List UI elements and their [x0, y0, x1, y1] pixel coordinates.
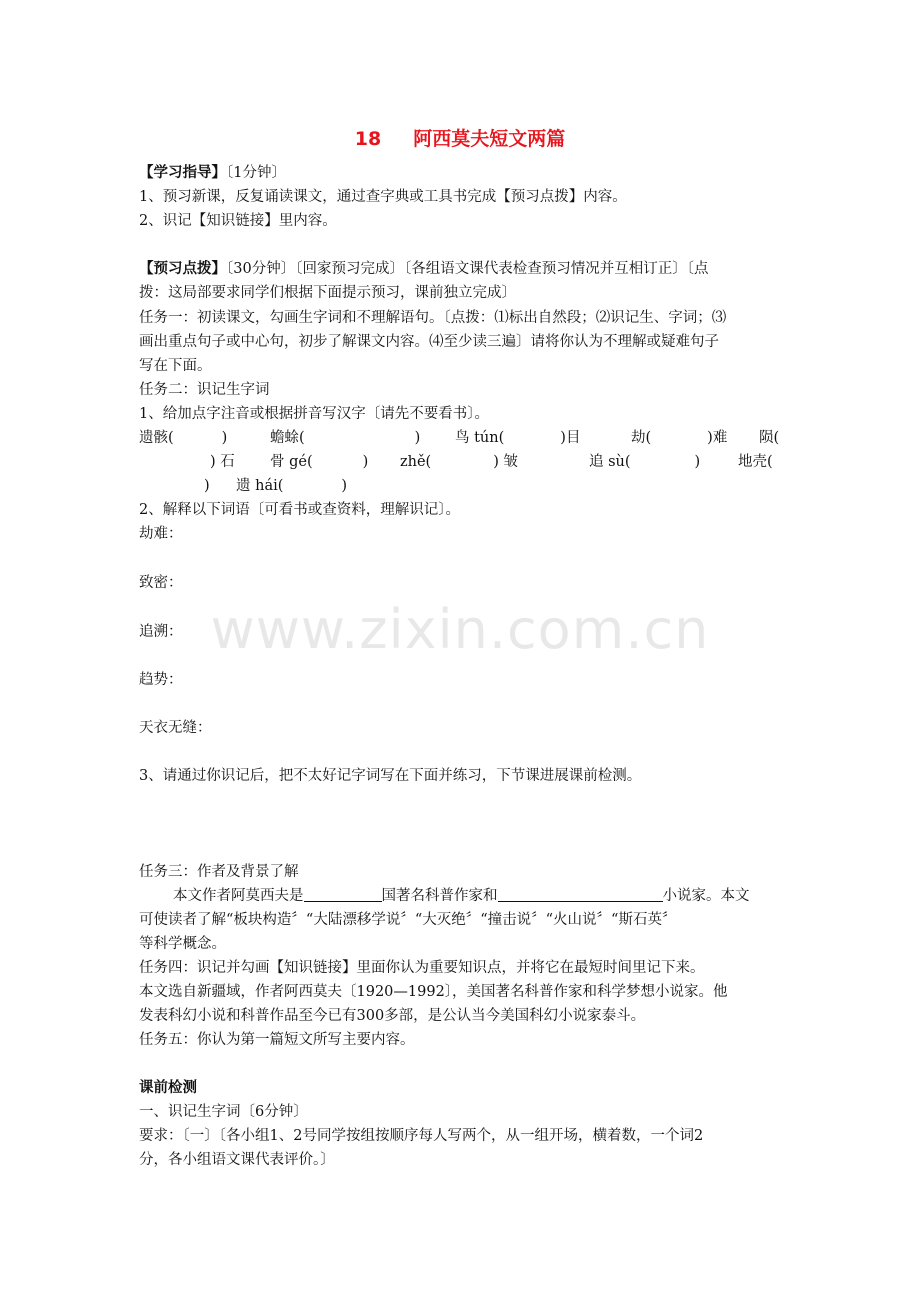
- task3-heading: 任务三：作者及背景了解: [139, 864, 299, 880]
- guide-heading: 【学习指导】: [139, 164, 226, 181]
- word-blank[interactable]: 蟾蜍( ): [270, 430, 421, 446]
- pretest-req-line-2: 分，各小组语文课代表评价。〕: [139, 1152, 335, 1168]
- word-blank[interactable]: 骨 gé( ): [270, 454, 369, 470]
- task2-item-1: 1、给加点字注音或根据拼音写汉字〔请先不要看书〕。: [139, 406, 489, 422]
- term-zhuisu: 追溯：: [139, 624, 183, 640]
- word-blank[interactable]: 陨(: [759, 430, 780, 446]
- word-blank[interactable]: zhě( ) 皱: [400, 454, 518, 470]
- pretest-heading: 课前检测: [139, 1079, 197, 1096]
- term-jienan: 劫难：: [139, 526, 183, 542]
- lesson-title: 阿西莫夫短文两篇: [413, 128, 566, 150]
- task1-line-2: 画出重点句子或中心句，初步了解课文内容。⑷至少读三遍〕请将你认为不理解或疑难句子: [139, 334, 719, 350]
- preview-line-1: 〔30分钟〕〔回家预习完成〕〔各组语文课代表检查预习情况并互相订正〕〔点: [226, 261, 709, 277]
- word-blank[interactable]: 遗 hái( ): [236, 478, 348, 494]
- task4-line-3: 发表科幻小说和科普作品至今已有300多部，是公认当今美国科幻小说家泰斗。: [139, 1008, 646, 1024]
- preview-heading: 【预习点拨】: [139, 260, 226, 277]
- word-blank[interactable]: 劫( )难: [631, 430, 728, 446]
- country-blank[interactable]: [304, 886, 382, 902]
- term-zhimi: 致密：: [139, 575, 183, 591]
- word-blank[interactable]: 追 sù( ): [589, 454, 701, 470]
- term-tianyiwufeng: 天衣无缝：: [139, 720, 212, 736]
- guide-item-1: 1、预习新课，反复诵读课文，通过查字典或工具书完成【预习点拨】内容。: [139, 189, 627, 205]
- word-blank[interactable]: 地壳(: [738, 454, 773, 470]
- guide-time: 〔1分钟〕: [226, 165, 286, 181]
- task3-line-1: 本文作者阿莫西夫是 国著名科普作家和 小说家。本文: [173, 888, 750, 904]
- word-blank[interactable]: 鸟 tún( )目: [455, 430, 581, 446]
- task1-line-3: 写在下面。: [139, 358, 212, 374]
- word-blank[interactable]: ): [204, 478, 210, 494]
- task2-item-3: 3、请通过你识记后，把不太好记字词写在下面并练习，下节课进展课前检测。: [139, 768, 642, 784]
- term-qushi: 趋势：: [139, 672, 183, 688]
- task2-item-2: 2、解释以下词语〔可看书或查资料，理解识记〕。: [139, 502, 460, 518]
- task1-line-1: 任务一：初读课文，勾画生字词和不理解语句。〔点拨：⑴标出自然段；⑵识记生、字词；⑶: [139, 310, 727, 326]
- task2-heading: 任务二：识记生字词: [139, 382, 270, 398]
- task4-line-1: 任务四：识记并勾画【知识链接】里面你认为重要知识点，并将它在最短时间里记下来。: [139, 960, 705, 976]
- task3-line-2: 可使读者了解“板块构造〞“大陆漂移学说〞“大灭绝〞“撞击说〞“火山说〞“斯石英〞: [139, 912, 677, 928]
- word-blank[interactable]: 遗骸( ): [139, 430, 228, 446]
- preview-line-2: 拨：这局部要求同学们根据下面提示预习，课前独立完成〕: [139, 285, 516, 301]
- preview-heading-line: [139, 259, 708, 279]
- task5: 任务五：你认为第一篇短文所写主要内容。: [139, 1032, 415, 1048]
- genre-blank[interactable]: [498, 886, 663, 902]
- pretest-item-1: 一、识记生字词〔6分钟〕: [139, 1104, 308, 1120]
- lesson-number: 18: [354, 128, 382, 150]
- watermark: www.zixin.com.cn: [210, 598, 710, 661]
- word-blank[interactable]: ) 石: [210, 454, 235, 470]
- document-title: [0, 124, 920, 151]
- guide-item-2: 2、识记【知识链接】里内容。: [139, 213, 337, 229]
- guide-heading-line: [139, 163, 286, 183]
- pretest-req-line-1: 要求：〔一〕〔各小组1、2号同学按组按顺序每人写两个，从一组开场，横着数，一个词2: [139, 1128, 704, 1144]
- task3-line-3: 等科学概念。: [139, 936, 226, 952]
- task4-line-2: 本文选自新疆域，作者阿西莫夫〔1920—1992〕，美国著名科普作家和科学梦想小说家。他: [139, 984, 728, 1000]
